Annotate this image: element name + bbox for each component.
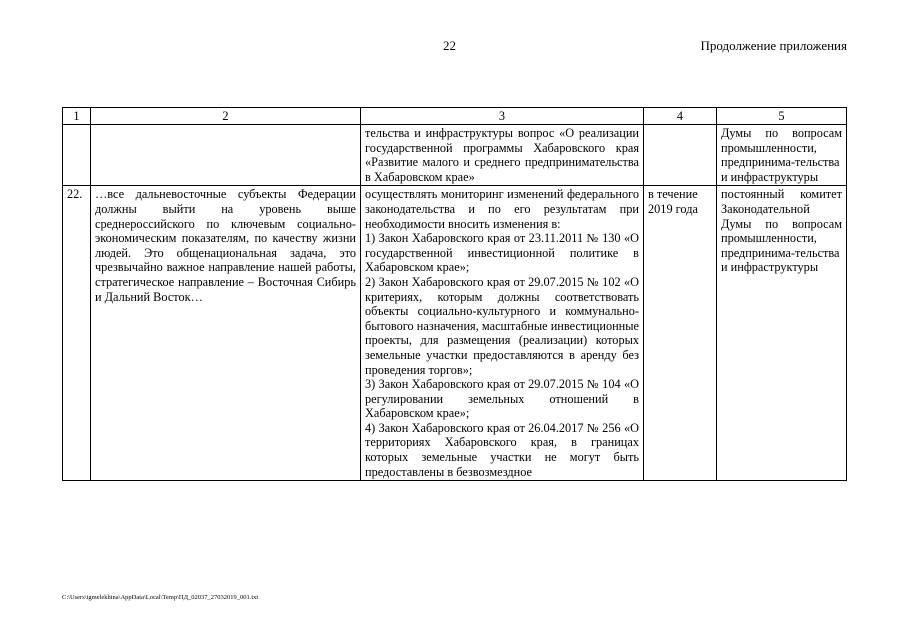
column-header-2: 2 — [91, 108, 361, 125]
column-header-3: 3 — [361, 108, 644, 125]
table-row — [63, 125, 847, 186]
table-header-row — [63, 108, 847, 125]
column-header-5: 5 — [717, 108, 847, 125]
file-path: C:\Users\igmelekhina\AppData\Local\Temp\ПД_02037_27032019_001.txt — [62, 594, 259, 601]
continuation-title: Продолжение приложения — [700, 38, 847, 53]
responsible-cell: Думы по вопросам промышленности, предпринима-тельства и инфраструктуры — [717, 125, 847, 186]
quote-cell: …все дальневосточные субъекты Федерации должны выйти на уровень выше среднероссийского по ключевым социально-экономическим показателям, по качеству жизни людей. Это общенациональная задача, это чрезвычайно важное направление нашей работы, стратегическое направление – Восточная Сибирь и Дальний Восток… — [91, 186, 361, 481]
column-header-1: 1 — [63, 108, 91, 125]
measures-cell: осуществлять мониторинг изменений федерального законодательства и по его результатам при необходимости вносить изменения в: 1) Закон Хабаровского края от 23.11.2011 № 130 «О государственной инвестиционной политике в Хабаровском крае»; 2) Закон Хабаровского края от 29.07.2015 № 102 «О критериях, которым должны соответствовать объекты социально-культурного и коммунально-бытового назначения, масштабные инвестиционные проекты, для размещения (реализации) которых земельные участки предоставляются в аренду без проведения торгов»; 3) Закон Хабаровского края от 29.07.2015 № 104 «О регулировании земельных отношений в Хабаровском крае»; 4) Закон Хабаровского края от 26.04.2017 № 256 «О территориях Хабаровского края, в границах которых земельные участки не могут быть предоставлены в безвозмездное — [361, 186, 644, 481]
row-number-cell — [63, 125, 91, 186]
appendix-table — [62, 107, 847, 481]
page-number: 22 — [443, 38, 456, 53]
row-number-cell: 22. — [63, 186, 91, 481]
quote-cell — [91, 125, 361, 186]
deadline-cell: в течение 2019 года — [644, 186, 717, 481]
responsible-cell: постоянный комитет Законодательной Думы по вопросам промышленности, предпринима-тельства и инфраструктуры — [717, 186, 847, 481]
column-header-4: 4 — [644, 108, 717, 125]
deadline-cell — [644, 125, 717, 186]
table-row — [63, 186, 847, 481]
measures-cell: тельства и инфраструктуры вопрос «О реализации государственной программы Хабаровского края «Развитие малого и среднего предпринимательства в Хабаровском крае» — [361, 125, 644, 186]
